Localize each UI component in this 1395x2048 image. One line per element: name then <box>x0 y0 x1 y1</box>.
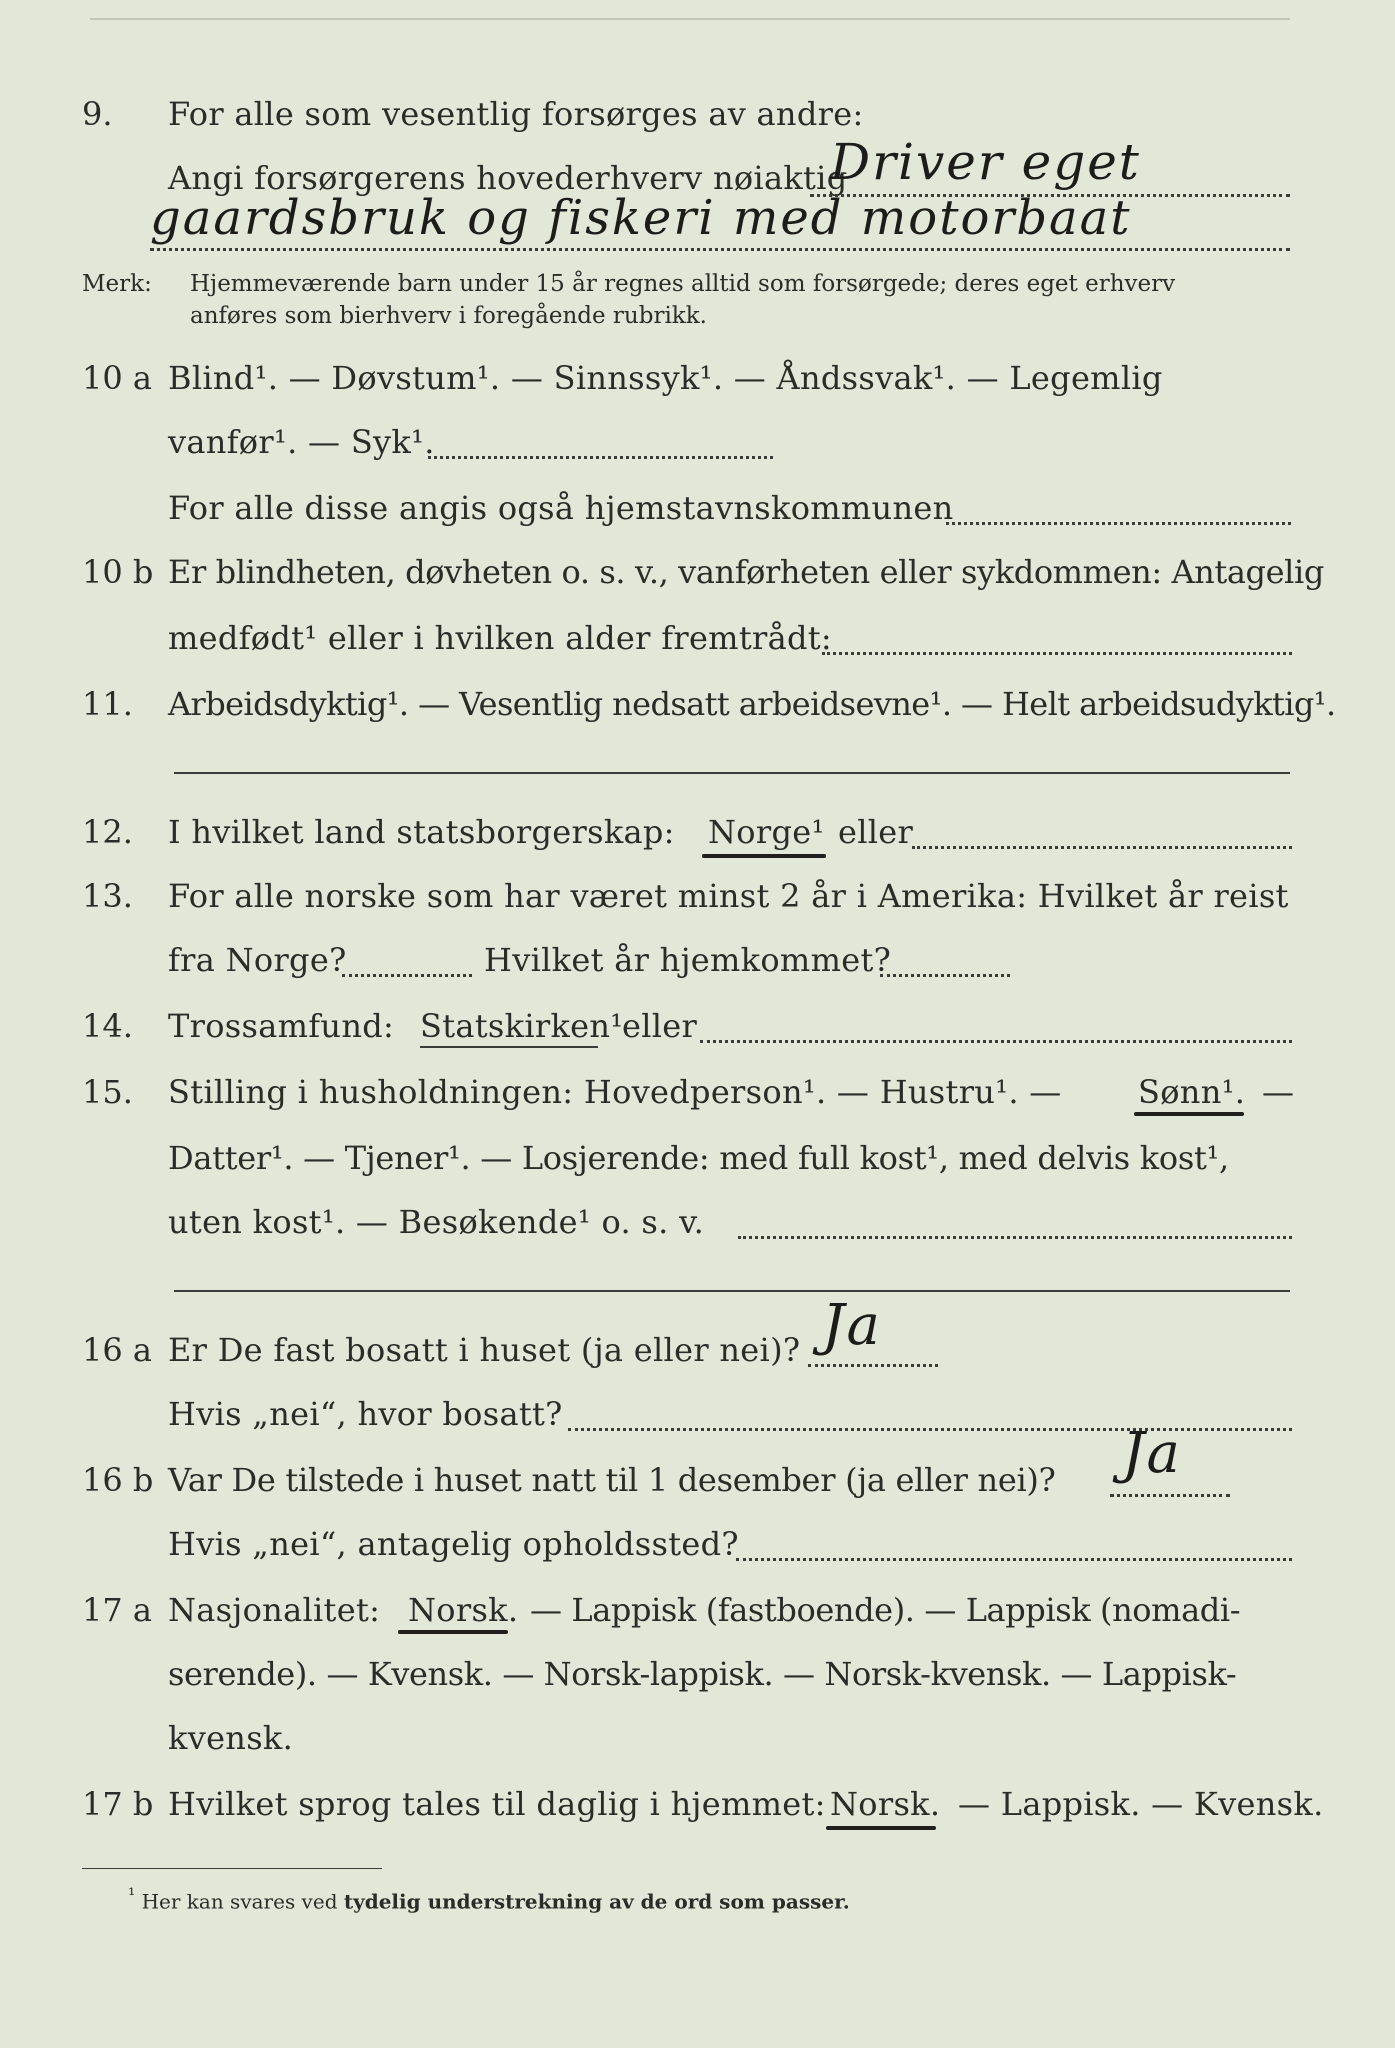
q17b-option-norsk: Norsk. <box>830 1785 941 1823</box>
q17a-question: Nasjonalitet: <box>168 1591 381 1629</box>
q9-question: For alle som vesentlig forsørges av andre: <box>168 95 864 133</box>
q16a-row-1 <box>0 1324 1395 1376</box>
q10b-number: 10 b <box>82 553 154 591</box>
q15-row-3 <box>0 1196 1395 1248</box>
q16a-where-label: Hvis „nei“, hvor bosatt? <box>168 1395 563 1433</box>
q14-number: 14. <box>82 1007 133 1045</box>
q12-number: 12. <box>82 813 133 851</box>
q12-answer-line <box>912 846 1292 849</box>
q10a-row-3 <box>0 482 1395 534</box>
q9-row-1 <box>0 88 1395 140</box>
q16a-answer-line <box>808 1364 938 1367</box>
q16b-handwritten-answer[interactable]: Ja <box>1122 1421 1182 1486</box>
q10a-options-2: vanfør¹. — Syk¹. <box>168 423 435 461</box>
q16a-number: 16 a <box>82 1331 152 1369</box>
q9-handwritten-answer-2[interactable]: gaardsbruk og fiskeri med motorbaat <box>150 190 1132 246</box>
q13-row-2 <box>0 934 1395 986</box>
q15-options-2: Datter¹. — Tjener¹. — Losjerende: med full kost¹, med delvis kost¹, <box>168 1139 1229 1177</box>
q17a-row-2 <box>0 1648 1395 1700</box>
footnote-bold-text: tydelig understrekning av de ord som passer. <box>343 1889 850 1914</box>
q14-eller: eller <box>622 1007 698 1045</box>
q17b-underline-mark <box>826 1826 936 1830</box>
q10a-home-line <box>946 522 1291 525</box>
q17a-option-norsk: Norsk. <box>408 1591 519 1629</box>
q17a-row-3 <box>0 1712 1395 1764</box>
q15-options-3: uten kost¹. — Besøkende¹ o. s. v. <box>168 1203 705 1241</box>
q13-question: For alle norske som har været minst 2 år i Amerika: Hvilket år reist <box>168 877 1289 915</box>
footnote <box>128 1882 850 1916</box>
q16a-where-line <box>568 1428 1292 1431</box>
q15-question: Stilling i husholdningen: Hovedperson¹. — Hustru¹. — <box>168 1073 1062 1111</box>
q10b-question: Er blindheten, døvheten o. s. v., vanførheten eller sykdommen: Antagelig <box>168 553 1324 591</box>
q13-left-label: fra Norge? <box>168 941 347 979</box>
q16b-number: 16 b <box>82 1461 154 1499</box>
q17b-options: — Lappisk. — Kvensk. <box>958 1785 1324 1823</box>
q14-question: Trossamfund: <box>168 1007 395 1045</box>
q17a-row-1 <box>0 1584 1395 1636</box>
q14-option-statskirken: Statskirken¹ <box>420 1007 624 1045</box>
q17b-question: Hvilket sprog tales til daglig i hjemmet: <box>168 1785 826 1823</box>
q11-row <box>0 678 1395 730</box>
q15-option-sonn: Sønn¹. <box>1138 1073 1246 1111</box>
note-label: Merk: <box>82 271 152 297</box>
q17a-options: — Lappisk (fastboende). — Lappisk (nomadi- <box>530 1591 1241 1629</box>
q14-row <box>0 1000 1395 1052</box>
q12-question: I hvilket land statsborgerskap: <box>168 813 675 851</box>
q13-return-label: Hvilket år hjemkommet? <box>484 941 892 979</box>
q17b-number: 17 b <box>82 1785 154 1823</box>
q16b-answer-line <box>1110 1494 1230 1497</box>
q13-return-line <box>880 974 1010 977</box>
q9-handwritten-answer-1[interactable]: Driver eget <box>830 133 1141 191</box>
q11-number: 11. <box>82 685 133 723</box>
q10a-row-1 <box>0 352 1395 404</box>
top-edge-line <box>90 18 1290 20</box>
q16b-row-1 <box>0 1454 1395 1506</box>
q16a-handwritten-answer[interactable]: Ja <box>822 1293 882 1358</box>
q15-answer-line <box>738 1236 1292 1239</box>
q9-number: 9. <box>82 95 113 133</box>
q11-options: Arbeidsdyktig¹. — Vesentlig nedsatt arbeidsevne¹. — Helt arbeidsudyktig¹. <box>168 685 1336 723</box>
q16b-row-2 <box>0 1518 1395 1570</box>
q16b-question: Var De tilstede i huset natt til 1 desember (ja eller nei)? <box>168 1461 1056 1499</box>
q10b-question-2: medfødt¹ eller i hvilken alder fremtrådt: <box>168 619 832 657</box>
footnote-mark: ¹ <box>128 1885 136 1906</box>
q13-row-1 <box>0 870 1395 922</box>
note-text-2: anføres som bierhverv i foregående rubrikk. <box>190 303 707 329</box>
q10b-row-2 <box>0 612 1395 664</box>
q10a-options: Blind¹. — Døvstum¹. — Sinnssyk¹. — Åndssvak¹. — Legemlig <box>168 359 1163 397</box>
q15-divider <box>174 1290 1290 1292</box>
q15-row-1 <box>0 1066 1395 1118</box>
q15-dash: — <box>1262 1073 1295 1111</box>
q15-row-2 <box>0 1132 1395 1184</box>
footnote-rule <box>82 1868 382 1869</box>
q12-row <box>0 806 1395 858</box>
q17b-row <box>0 1778 1395 1830</box>
q13-left-line <box>342 974 472 977</box>
q14-underline-mark <box>420 1046 598 1048</box>
q10a-home-municipality: For alle disse angis også hjemstavnskommunen <box>168 489 954 527</box>
q11-divider <box>174 772 1290 774</box>
q12-underline-mark <box>702 854 826 858</box>
q10a-number: 10 a <box>82 359 152 397</box>
q16a-row-2 <box>0 1388 1395 1440</box>
q12-eller: eller <box>838 813 914 851</box>
q17a-options-3: kvensk. <box>168 1719 294 1757</box>
q15-number: 15. <box>82 1073 133 1111</box>
q10a-answer-line <box>428 456 773 459</box>
q10a-row-2 <box>0 416 1395 468</box>
q16a-question: Er De fast bosatt i huset (ja eller nei)? <box>168 1331 801 1369</box>
q15-underline-mark <box>1134 1112 1244 1116</box>
q17a-underline-mark <box>398 1630 508 1634</box>
q17a-number: 17 a <box>82 1591 152 1629</box>
q12-option-norge: Norge¹ <box>708 813 825 851</box>
q10b-answer-line <box>822 652 1292 655</box>
q9-instruction: Angi forsørgerens hovederhverv nøiaktig <box>168 159 848 197</box>
footnote-text: Her kan svares ved <box>141 1889 338 1914</box>
q14-answer-line <box>700 1040 1292 1043</box>
q10b-row-1 <box>0 546 1395 598</box>
q17a-options-2: serende). — Kvensk. — Norsk-lappisk. — Norsk-kvensk. — Lappisk- <box>168 1655 1237 1693</box>
note-text-1: Hjemmeværende barn under 15 år regnes alltid som forsørgede; deres eget erhverv <box>190 271 1176 297</box>
q16b-stay-line <box>736 1558 1292 1561</box>
q16b-stay-label: Hvis „nei“, antagelig opholdssted? <box>168 1525 739 1563</box>
q13-number: 13. <box>82 877 133 915</box>
q9-answer-line-2 <box>150 248 1290 251</box>
